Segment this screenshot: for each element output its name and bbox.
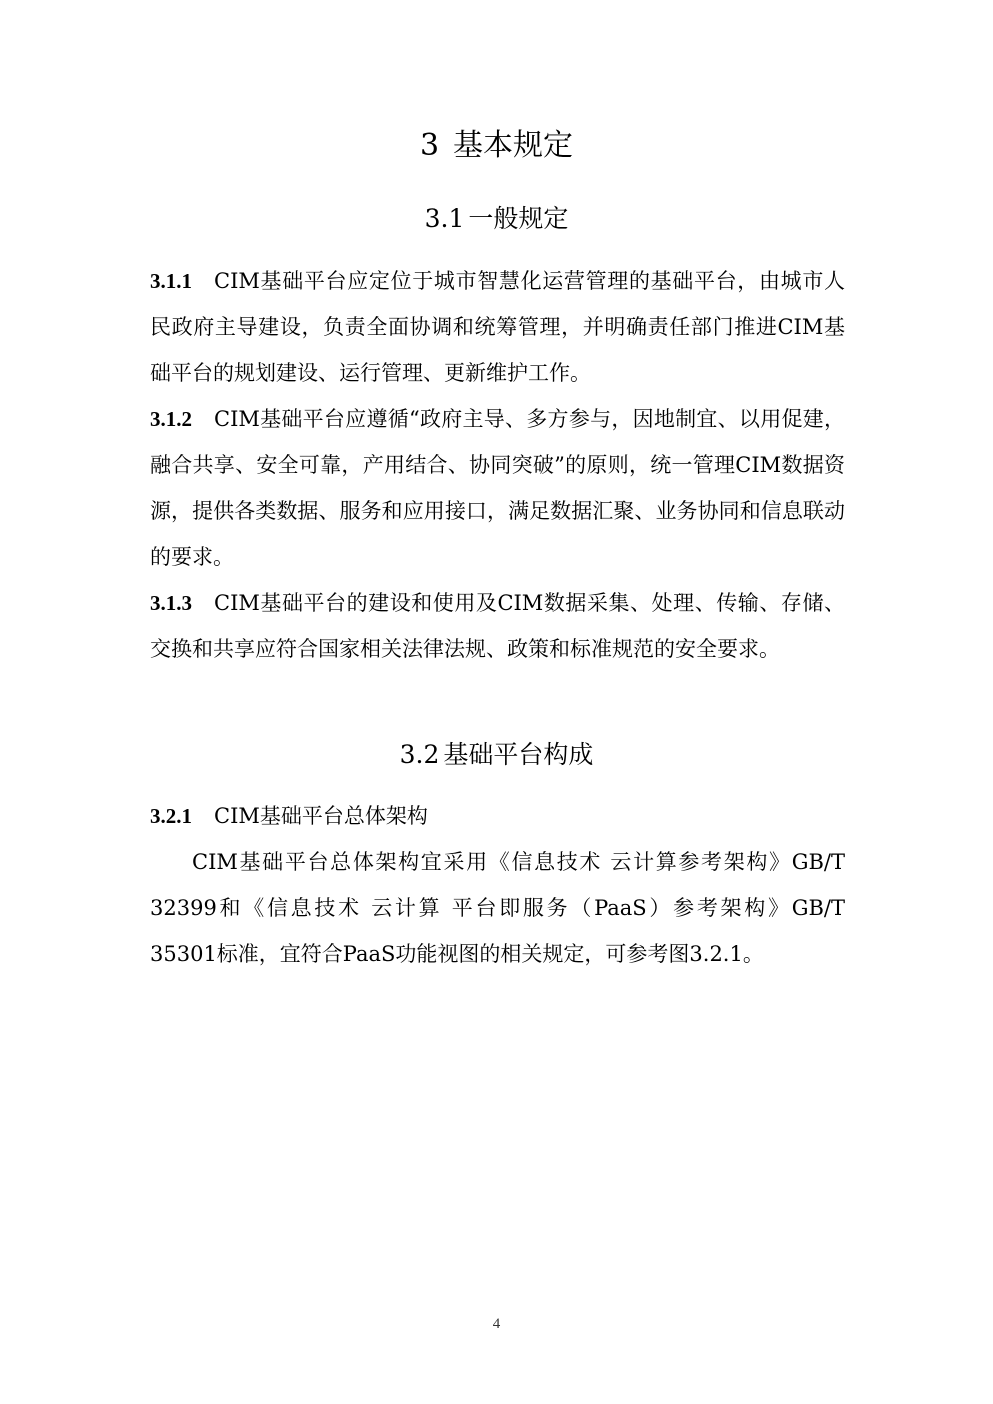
section-title-3-1 [0, 202, 993, 236]
clause-number: 3.1.1 [150, 269, 192, 293]
body-paragraph: CIM基础平台总体架构宜采用《信息技术 云计算参考架构》GB/T 32399和《信息技术 云计算 平台即服务（PaaS）参考架构》GB/T 35301标准，宜符合PaaS功能视图的相关规定，可参考图3.2.1。 [150, 850, 845, 966]
section-3-2-body [150, 793, 845, 977]
clause-3-1-2 [150, 396, 845, 580]
chapter-title-text: 基本规定 [453, 128, 574, 163]
clause-3-1-1 [150, 258, 845, 396]
section-title-text: 基础平台构成 [443, 740, 594, 769]
page-number: 4 [492, 1316, 501, 1332]
section-title-text: 一般规定 [468, 204, 569, 233]
clause-text: CIM基础平台应遵循“政府主导、多方参与，因地制宜、以用促建，融合共享、安全可靠，产用结合、协同突破”的原则，统一管理CIM数据资源，提供各类数据、服务和应用接口，满足数据汇聚、业务协同和信息联动的要求。 [150, 407, 845, 569]
clause-number: 3.1.3 [150, 591, 192, 615]
clause-3-1-3 [150, 580, 845, 672]
clause-number: 3.2.1 [150, 804, 192, 828]
section-number: 3.2 [399, 740, 440, 769]
clause-text: CIM基础平台总体架构 [214, 804, 428, 828]
chapter-title [0, 126, 993, 166]
section-3-1-body [150, 258, 845, 672]
clause-3-2-1 [150, 793, 845, 839]
clause-number: 3.1.2 [150, 407, 192, 431]
clause-text: CIM基础平台应定位于城市智慧化运营管理的基础平台，由城市人民政府主导建设，负责全面协调和统筹管理，并明确责任部门推进CIM基础平台的规划建设、运行管理、更新维护工作。 [150, 269, 845, 385]
clause-text: CIM基础平台的建设和使用及CIM数据采集、处理、传输、存储、交换和共享应符合国家相关法律法规、政策和标准规范的安全要求。 [150, 591, 845, 661]
section-title-3-2 [0, 738, 993, 772]
chapter-number: 3 [419, 128, 440, 163]
section-number: 3.1 [424, 204, 465, 233]
